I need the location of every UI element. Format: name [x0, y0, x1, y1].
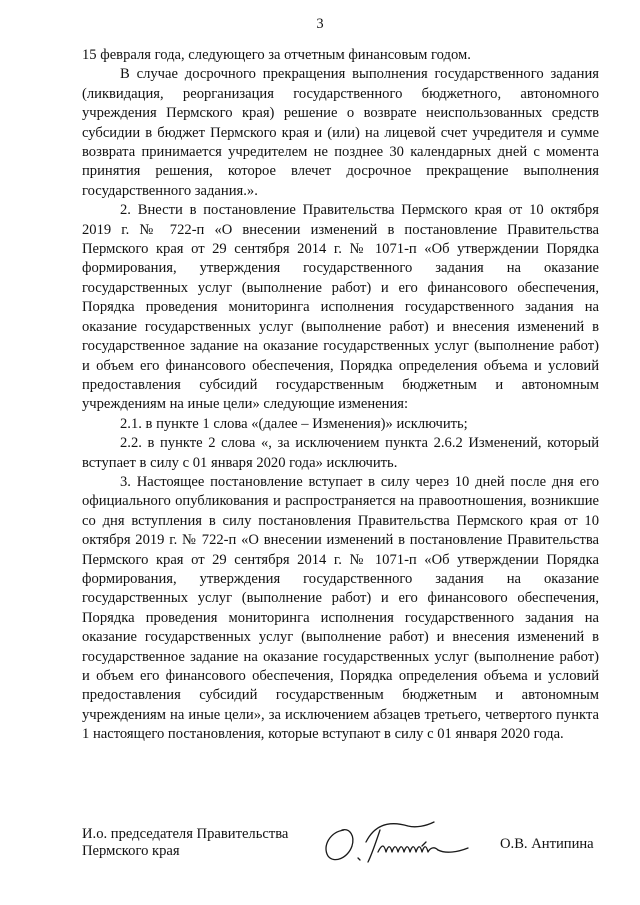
signatory-position-line-1: И.о. председателя Правительства	[82, 826, 289, 842]
page-number: 3	[316, 16, 324, 32]
paragraph-item-2: 2. Внести в постановление Правительства Пермского края от 10 октября 2019 г. № 722-п «О внесении изменений в постановление Правительства Пермского края от 29 сентября 2014 г. № 1071-п «Об утверждении Порядка формирования, утверждения государственного задания на оказание государственных услуг (выполнение работ) и его финансового обеспечения, Порядка проведения мониторинга исполнения государственного задания на оказание государственных услуг (выполнение работ) и внесения изменений в государственное задание на оказание государственных услуг (выполнение работ) и объем его финансового обеспечения, Порядка определения объема и условий предоставления субсидий государственным бюджетным и автономным учреждениям на иные цели» следующие изменения:	[82, 202, 599, 413]
signatory-position	[82, 826, 288, 860]
paragraph-item-2-1: 2.1. в пункте 1 слова «(далее – Изменения)» исключить;	[120, 415, 468, 432]
paragraph-early-termination: В случае досрочного прекращения выполнения государственного задания (ликвидация, реорганизация государственного бюджетного, автономного учреждения Пермского края) решение о возврате неиспользованных средств субсидии в бюджет Пермского края и (или) на лицевой счет учредителя и сумме возврата принимается учредителем не позднее 30 календарных дней с момента принятия решения, которое влечет досрочное прекращение выполнения государственного задания.».	[82, 66, 599, 199]
signatory-name: О.В. Антипина	[500, 836, 594, 852]
paragraph-item-2-2: 2.2. в пункте 2 слова «, за исключением пункта 2.6.2 Изменений, который вступает в силу с 01 января 2020 года» исключить.	[82, 435, 599, 471]
paragraph-continuation: 15 февраля года, следующего за отчетным финансовым годом.	[82, 47, 471, 63]
paragraph-item-3: 3. Настоящее постановление вступает в силу через 10 дней после дня его официального опубликования и распространяется на правоотношения, возникшие со дня вступления в силу постановления Правительства Пермского края от 10 октября 2019 г. № 722-п «О внесении изменений в постановление Правительства Пермского края от 29 сентября 2014 г. № 1071-п «Об утверждении Порядка формирования, утверждения государственного задания на оказание государственных услуг (выполнение работ) и его финансового обеспечения, Порядка проведения мониторинга исполнения государственного задания на оказание государственных услуг (выполнение работ) и внесения изменений в государственное задание на оказание государственных услуг (выполнение работ) и объем его финансового обеспечения, Порядка определения объема и условий предоставления субсидий государственным бюджетным и автономным учреждениям на иные цели», за исключением абзацев третьего, четвертого пункта 1 настоящего постановления, которые вступают в силу с 01 января 2020 года.	[82, 473, 599, 743]
document-body	[82, 46, 599, 745]
handwritten-signature	[318, 812, 494, 870]
signatory-position-line-2: Пермского края	[82, 843, 180, 859]
